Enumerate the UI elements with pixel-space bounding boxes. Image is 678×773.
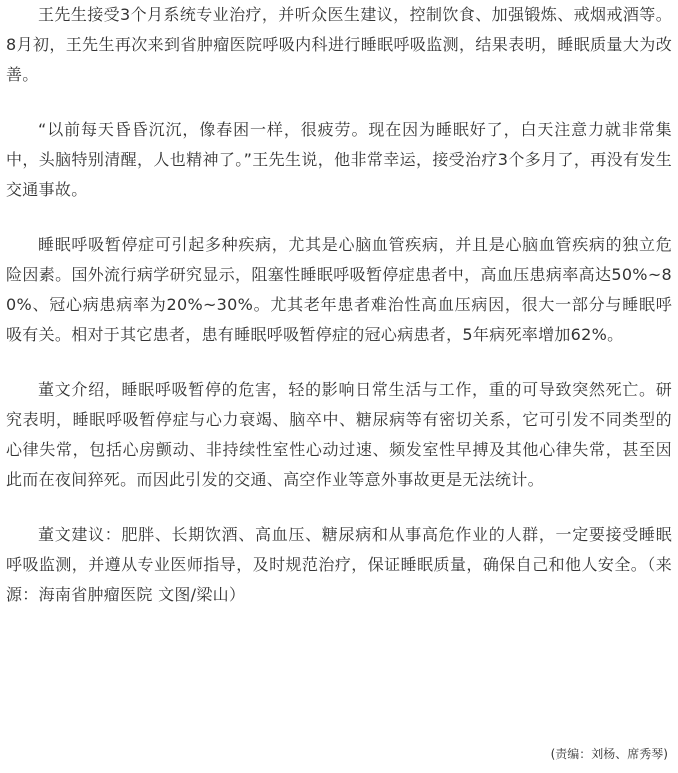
article-body xyxy=(6,0,672,610)
article-paragraph: “以前每天昏昏沉沉，像春困一样，很疲劳。现在因为睡眠好了，白天注意力就非常集中，头脑特别清醒，人也精神了。”王先生说，他非常幸运，接受治疗3个多月了，再没有发生交通事故。 xyxy=(6,120,672,199)
article-paragraph: 董文介绍，睡眠呼吸暂停的危害，轻的影响日常生活与工作，重的可导致突然死亡。研究表明，睡眠呼吸暂停症与心力衰竭、脑卒中、糖尿病等有密切关系，它可引发不同类型的心律失常，包括心房颤动、非持续性室性心动过速、频发室性早搏及其他心律失常，甚至因此而在夜间猝死。而因此引发的交通、高空作业等意外事故更是无法统计。 xyxy=(6,380,672,489)
article-paragraph: 董文建议：肥胖、长期饮酒、高血压、糖尿病和从事高危作业的人群，一定要接受睡眠呼吸监测，并遵从专业医师指导，及时规范治疗，保证睡眠质量，确保自己和他人安全。（来源：海南省肿瘤医院 文图/梁山） xyxy=(6,525,672,604)
article-paragraph: 睡眠呼吸暂停症可引起多种疾病，尤其是心脑血管疾病，并且是心脑血管疾病的独立危险因素。国外流行病学研究显示，阻塞性睡眠呼吸暂停症患者中，高血压患病率高达50%~80%、冠心病患病率为20%~30%。尤其老年患者难治性高血压病因，很大一部分与睡眠呼吸有关。相对于其它患者，患有睡眠呼吸暂停症的冠心病患者，5年病死率增加62%。 xyxy=(6,235,672,344)
editor-credit: (责编：刘杨、席秀琴) xyxy=(550,747,668,761)
article-paragraph: 王先生接受3个月系统专业治疗，并听众医生建议，控制饮食、加强锻炼、戒烟戒酒等。8月初，王先生再次来到省肿瘤医院呼吸内科进行睡眠呼吸监测，结果表明，睡眠质量大为改善。 xyxy=(6,5,672,84)
